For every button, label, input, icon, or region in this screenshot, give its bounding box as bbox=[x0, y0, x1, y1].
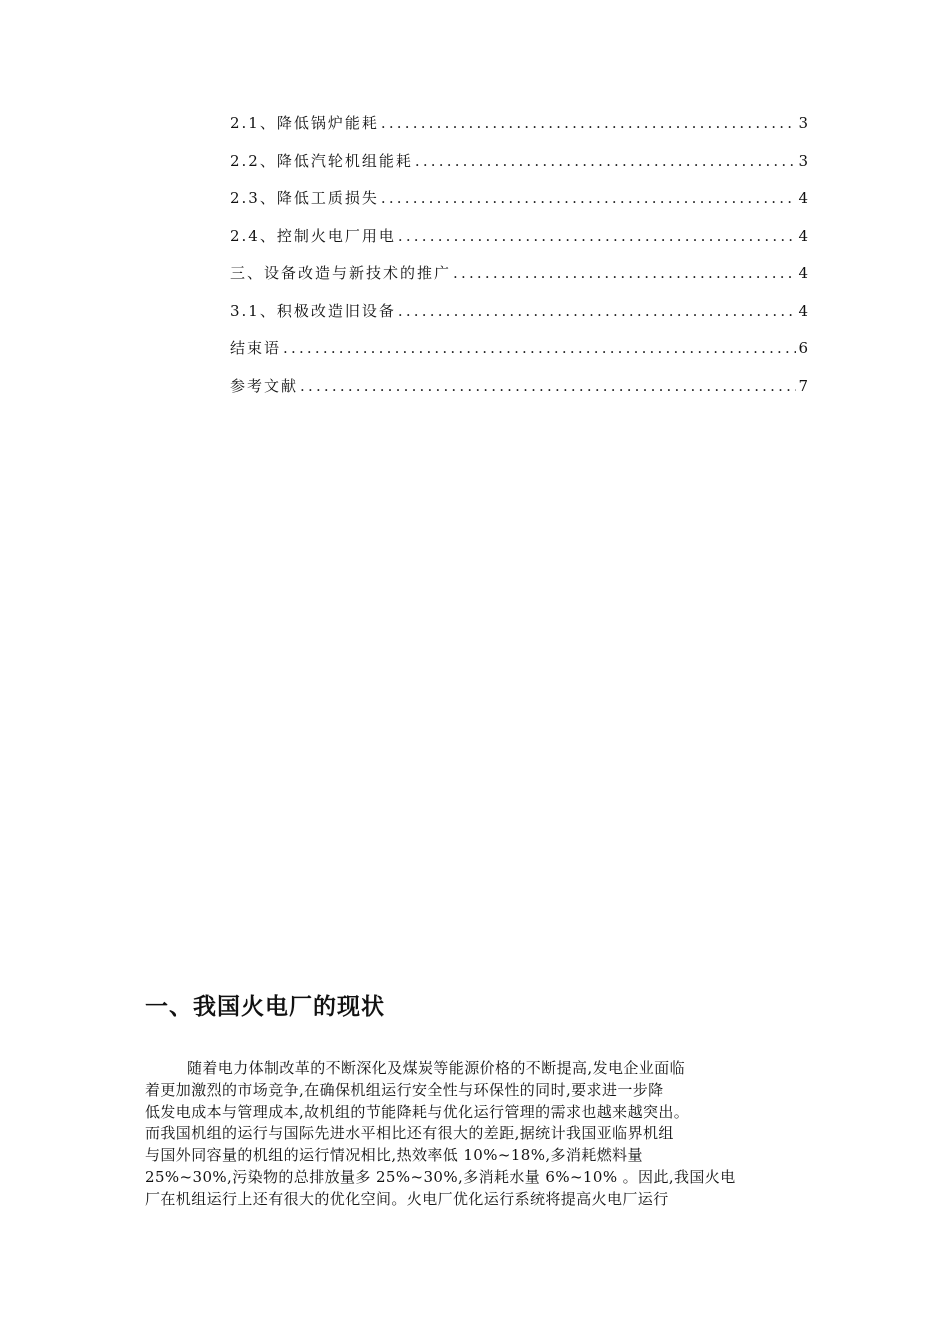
toc-dot-leader bbox=[381, 114, 797, 132]
toc-dot-leader bbox=[300, 377, 796, 395]
toc-entry-page: 3 bbox=[798, 151, 808, 170]
toc-dot-leader bbox=[398, 302, 797, 320]
paragraph-line: 低发电成本与管理成本,故机组的节能降耗与优化运行管理的需求也越来越突出。 bbox=[145, 1102, 690, 1121]
toc-dot-leader bbox=[398, 227, 797, 245]
toc-entry[interactable] bbox=[230, 375, 808, 413]
table-of-contents bbox=[230, 112, 808, 412]
paragraph-line: 厂在机组运行上还有很大的优化空间。火电厂优化运行系统将提高火电厂运行 bbox=[145, 1189, 669, 1208]
toc-dot-leader bbox=[415, 152, 797, 170]
toc-dot-leader bbox=[283, 339, 796, 357]
paragraph-line: 而我国机组的运行与国际先进水平相比还有很大的差距,据统计我国亚临界机组 bbox=[145, 1124, 674, 1143]
toc-entry-title: 2.1、降低锅炉能耗 bbox=[230, 114, 379, 132]
toc-entry-page: 6 bbox=[798, 339, 808, 357]
toc-entry[interactable] bbox=[230, 300, 808, 338]
toc-entry-title: 2.3、降低工质损失 bbox=[230, 189, 379, 207]
toc-entry[interactable] bbox=[230, 225, 808, 263]
toc-entry[interactable] bbox=[230, 337, 808, 375]
toc-entry-page: 7 bbox=[798, 376, 808, 395]
paragraph-line: 25%~30%,污染物的总排放量多 25%~30%,多消耗水量 6%~10% 。因此,我国火电 bbox=[145, 1167, 736, 1186]
toc-entry-page: 4 bbox=[798, 226, 808, 245]
paragraph-line: 着更加激烈的市场竞争,在确保机组运行安全性与环保性的同时,要求进一步降 bbox=[145, 1080, 664, 1099]
toc-entry-title: 三、设备改造与新技术的推广 bbox=[230, 264, 452, 282]
paragraph-line: 与国外同容量的机组的运行情况相比,热效率低 10%~18%,多消耗燃料量 bbox=[145, 1146, 643, 1165]
toc-entry-page: 4 bbox=[798, 301, 808, 320]
toc-entry-page: 3 bbox=[798, 114, 808, 132]
toc-entry-title: 结束语 bbox=[230, 339, 282, 357]
toc-entry-title: 2.2、降低汽轮机组能耗 bbox=[230, 151, 413, 170]
section-heading: 一、我国火电厂的现状 bbox=[145, 994, 385, 1020]
toc-entry-page: 4 bbox=[798, 189, 808, 207]
toc-entry[interactable] bbox=[230, 262, 808, 300]
toc-dot-leader bbox=[453, 264, 796, 282]
toc-entry-title: 3.1、积极改造旧设备 bbox=[230, 301, 396, 320]
toc-entry-title: 参考文献 bbox=[230, 376, 299, 395]
toc-entry[interactable] bbox=[230, 112, 808, 150]
paragraph-line: 随着电力体制改革的不断深化及煤炭等能源价格的不断提高,发电企业面临 bbox=[187, 1059, 685, 1077]
toc-dot-leader bbox=[381, 189, 797, 207]
toc-entry[interactable] bbox=[230, 150, 808, 188]
toc-entry-page: 4 bbox=[798, 264, 808, 282]
toc-entry-title: 2.4、控制火电厂用电 bbox=[230, 226, 396, 245]
body-paragraph bbox=[145, 1058, 810, 1211]
toc-entry[interactable] bbox=[230, 187, 808, 225]
